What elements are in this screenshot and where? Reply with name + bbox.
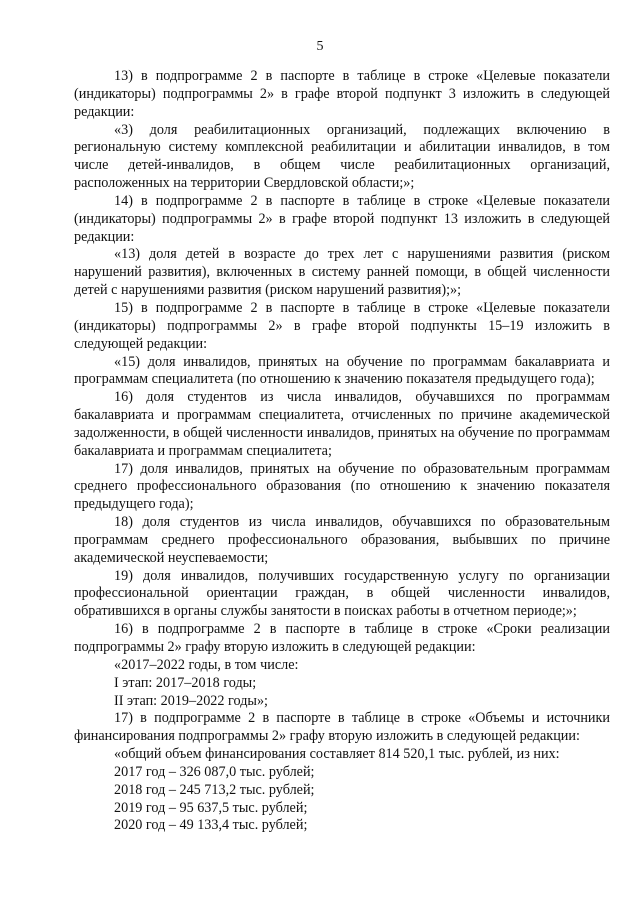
paragraph-subitem-17: 17) доля инвалидов, принятых на обучение по образовательным программам среднего профессионального образования (по отношению к значению показателя предыдущего года); bbox=[74, 460, 610, 513]
paragraph-item-16: 16) в подпрограмме 2 в паспорте в таблице в строке «Сроки реализации подпрограммы 2» графу вторую изложить в следующей редакции: bbox=[74, 621, 610, 655]
paragraph-subitem-3: «3) доля реабилитационных организаций, подлежащих включению в региональную систему комплексной реабилитации и абилитации инвалидов, в том числе детей-инвалидов, в общем числе реабилитационных организаций, расположенных на территории Свердловской области;»; bbox=[74, 121, 610, 192]
paragraph-funding-total: «общий объем финансирования составляет 814 520,1 тыс. рублей, из них: bbox=[114, 746, 560, 763]
paragraph-item-13: 13) в подпрограмме 2 в паспорте в таблице в строке «Целевые показатели (индикаторы) подпрограммы 2» в графе второй подпункт 3 изложить в следующей редакции: bbox=[74, 68, 610, 120]
paragraph-subitem-13: «13) доля детей в возрасте до трех лет с нарушениями развития (риском нарушений развития), включенных в систему ранней помощи, в общей численности детей с нарушениями развития (риском нарушений развития);»; bbox=[74, 246, 610, 299]
paragraph-funding-2017: 2017 год – 326 087,0 тыс. рублей; bbox=[114, 763, 315, 780]
paragraph-funding-2018: 2018 год – 245 713,2 тыс. рублей; bbox=[114, 781, 315, 798]
paragraph-subitem-15: «15) доля инвалидов, принятых на обучение по программам бакалавриата и программам специалитета (по отношению к значению показателя предыдущего года); bbox=[74, 353, 610, 388]
document-body bbox=[74, 68, 610, 835]
paragraph-item-17: 17) в подпрограмме 2 в паспорте в таблице в строке «Объемы и источники финансирования подпрограммы 2» графу вторую изложить в следующей редакции: bbox=[74, 710, 610, 745]
paragraph-item-14: 14) в подпрограмме 2 в паспорте в таблице в строке «Целевые показатели (индикаторы) подпрограммы 2» в графе второй подпункт 13 изложить в следующей редакции: bbox=[74, 192, 610, 245]
page-number: 5 bbox=[316, 39, 324, 54]
paragraph-period-stage-1: I этап: 2017–2018 годы; bbox=[114, 674, 257, 691]
paragraph-funding-2019: 2019 год – 95 637,5 тыс. рублей; bbox=[114, 799, 308, 816]
paragraph-item-15: 15) в подпрограмме 2 в паспорте в таблице в строке «Целевые показатели (индикаторы) подпрограммы 2» в графе второй подпункты 15–19 изложить в следующей редакции: bbox=[74, 299, 610, 352]
paragraph-period-stage-2: II этап: 2019–2022 годы»; bbox=[114, 692, 268, 709]
paragraph-funding-2020: 2020 год – 49 133,4 тыс. рублей; bbox=[114, 817, 308, 834]
paragraph-period-total: «2017–2022 годы, в том числе: bbox=[114, 656, 299, 673]
paragraph-subitem-18: 18) доля студентов из числа инвалидов, обучавшихся по образовательным программам среднего профессионального образования, выбывших по причине академической неуспеваемости; bbox=[74, 514, 610, 566]
paragraph-subitem-16: 16) доля студентов из числа инвалидов, обучавшихся по программам бакалавриата и программам специалитета, отчисленных по причине академической задолженности, в общей численности инвалидов, принятых на обучение по программам бакалавриата и программам специалитета; bbox=[74, 389, 610, 459]
paragraph-subitem-19: 19) доля инвалидов, получивших государственную услугу по организации профессиональной ориентации граждан, в общей численности инвалидов, обратившихся в органы службы занятости в поисках работы в отчетном периоде;»; bbox=[74, 567, 610, 620]
